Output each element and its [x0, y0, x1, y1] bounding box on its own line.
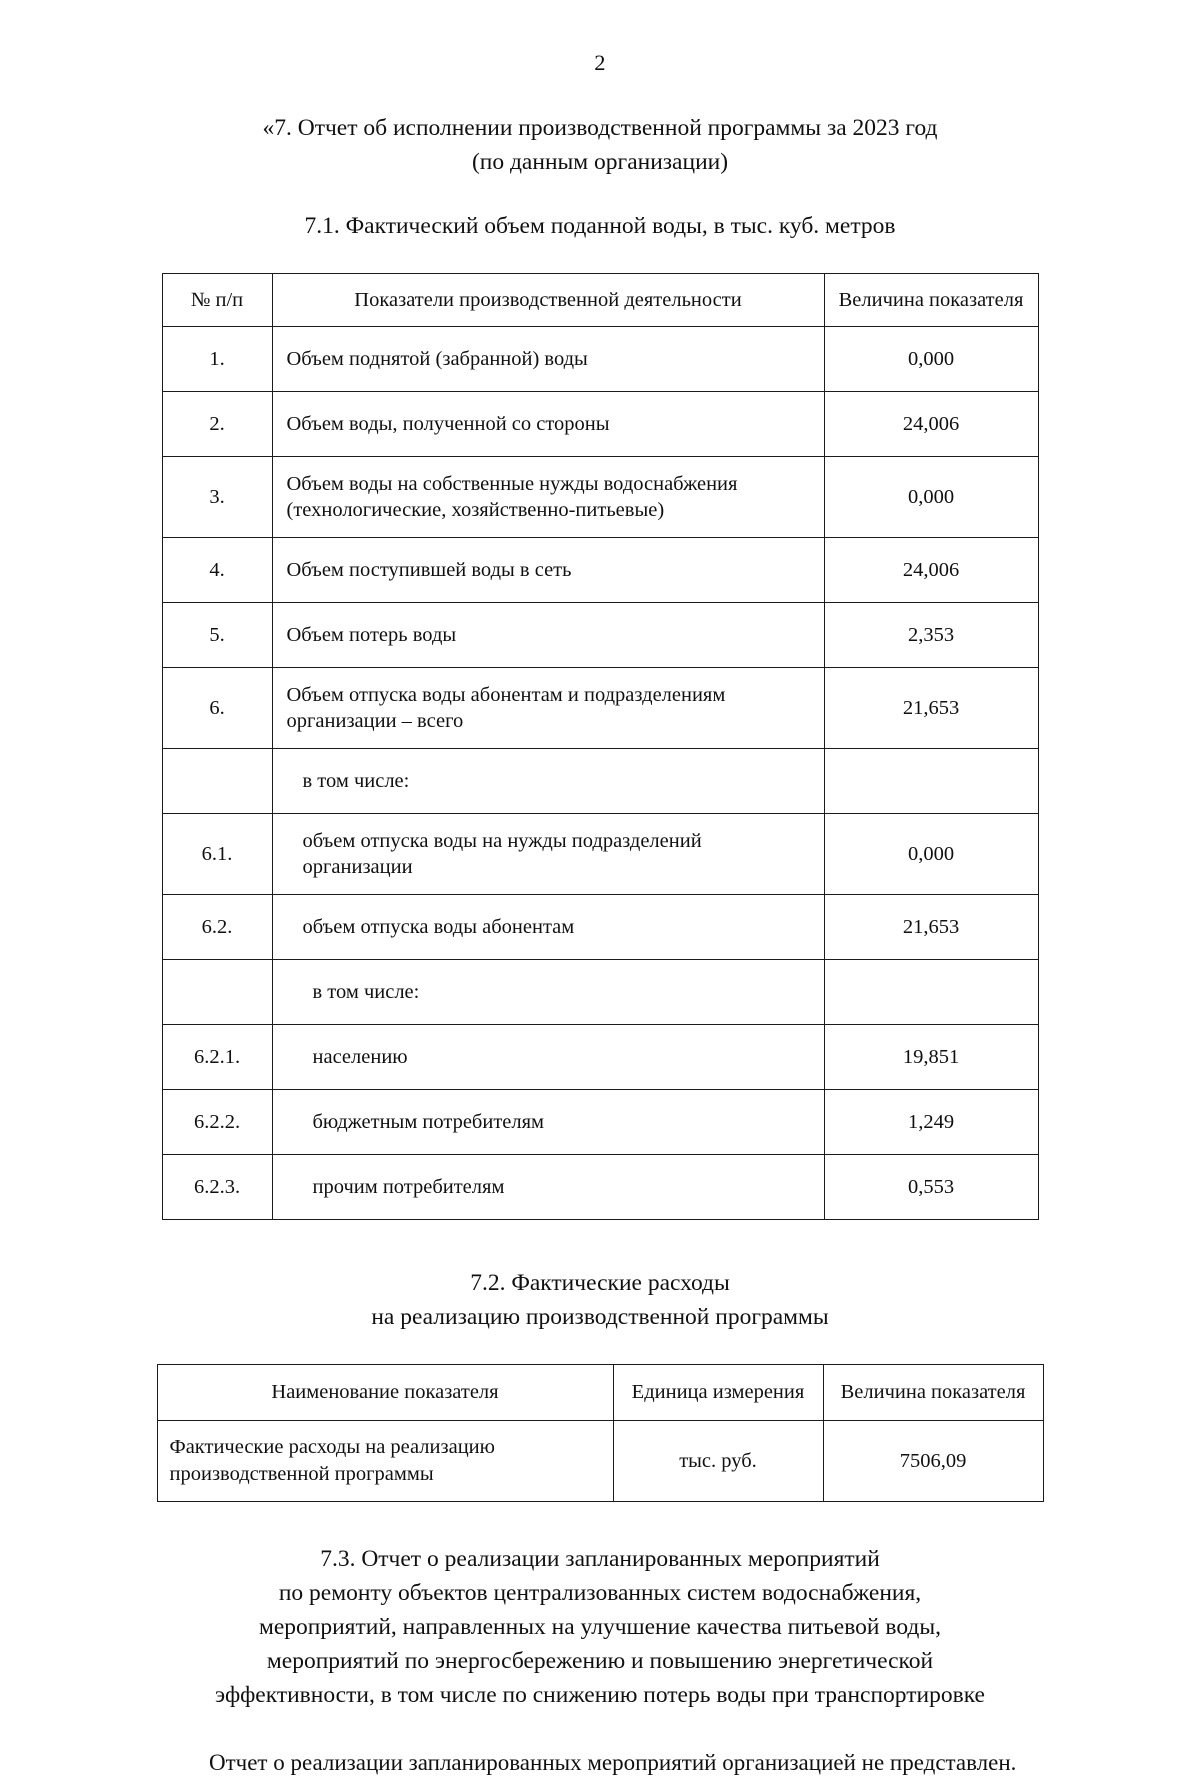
heading-line-2: (по данным организации) — [471, 148, 729, 175]
row-number-cell: 2. — [162, 392, 272, 457]
heading-line-1: «7. Отчет об исполнении производственной программы за 2023 год — [262, 114, 938, 141]
section-7-3-paragraph: Отчет о реализации запланированных мероприятий организацией не представлен. — [209, 1750, 1017, 1776]
row-indicator-cell — [272, 457, 824, 538]
section-7-2-title-line-2: на реализацию производственной программы — [371, 1304, 829, 1331]
document-heading — [180, 111, 1020, 179]
expense-name-line-1: Фактические расходы на реализацию — [169, 1436, 495, 1459]
section-7-3-title-line-2: по ремонту объектов централизованных систем водоснабжения, — [278, 1580, 922, 1607]
row-indicator-cell: в том числе: — [272, 749, 824, 814]
table-row — [162, 327, 1038, 392]
section-7-3-title-line-5: эффективности, в том числе по снижению потерь воды при транспортировке — [215, 1682, 985, 1709]
row-number-cell: 3. — [162, 457, 272, 538]
expense-unit-cell: тыс. руб. — [613, 1421, 823, 1502]
row-number-cell: 6.2.3. — [162, 1155, 272, 1220]
row-value-cell — [824, 960, 1038, 1025]
table-row — [162, 749, 1038, 814]
row-number-cell: 6.1. — [162, 814, 272, 895]
row-number-cell: 6. — [162, 668, 272, 749]
indicator-line-1: Объем отпуска воды абонентам и подразделениям — [286, 683, 726, 706]
row-indicator-cell — [272, 668, 824, 749]
row-indicator-cell: Объем воды, полученной со стороны — [272, 392, 824, 457]
section-7-2-title-line-1: 7.2. Фактические расходы — [470, 1270, 730, 1297]
header-cell-num: № п/п — [162, 273, 272, 327]
row-number-cell: 6.2.1. — [162, 1025, 272, 1090]
header-cell-value: Величина показателя — [824, 273, 1038, 327]
header-cell-unit: Единица измерения — [613, 1365, 823, 1421]
row-value-cell: 24,006 — [824, 538, 1038, 603]
actual-expenses-table — [157, 1364, 1044, 1502]
row-indicator-cell: Объем поступившей воды в сеть — [272, 538, 824, 603]
row-value-cell — [824, 749, 1038, 814]
header-cell-name: Наименование показателя — [157, 1365, 613, 1421]
table-row — [162, 392, 1038, 457]
section-7-3-title-line-4: мероприятий по энергосбережению и повышению энергетической — [266, 1648, 934, 1675]
row-value-cell: 21,653 — [824, 895, 1038, 960]
table-row — [162, 457, 1038, 538]
table-row — [162, 603, 1038, 668]
section-7-2-title — [160, 1266, 1040, 1334]
expense-value-cell: 7506,09 — [823, 1421, 1043, 1502]
row-value-cell: 0,000 — [824, 457, 1038, 538]
row-number-cell: 6.2. — [162, 895, 272, 960]
row-value-cell: 1,249 — [824, 1090, 1038, 1155]
table-header-row — [162, 273, 1038, 327]
row-value-cell: 0,553 — [824, 1155, 1038, 1220]
row-number-cell: 5. — [162, 603, 272, 668]
row-number-cell: 4. — [162, 538, 272, 603]
indicator-line-1: Объем воды на собственные нужды водоснабжения — [286, 472, 738, 495]
row-value-cell: 0,000 — [824, 814, 1038, 895]
row-value-cell: 19,851 — [824, 1025, 1038, 1090]
row-indicator-cell: объем отпуска воды абонентам — [272, 895, 824, 960]
table-row — [162, 1090, 1038, 1155]
indicator-line-2: (технологические, хозяйственно-питьевые) — [286, 499, 665, 522]
row-indicator-cell: прочим потребителям — [272, 1155, 824, 1220]
row-indicator-cell: Объем поднятой (забранной) воды — [272, 327, 824, 392]
section-7-3-title — [160, 1542, 1040, 1712]
indicator-line-2: организации – всего — [286, 710, 464, 733]
indicator-line-1: объем отпуска воды на нужды подразделений — [302, 829, 702, 852]
header-cell-value: Величина показателя — [823, 1365, 1043, 1421]
table-row — [162, 538, 1038, 603]
row-number-cell: 1. — [162, 327, 272, 392]
table-row — [162, 960, 1038, 1025]
row-number-cell — [162, 960, 272, 1025]
table-row — [162, 668, 1038, 749]
table-row — [157, 1421, 1043, 1502]
table-row — [162, 814, 1038, 895]
row-indicator-cell — [272, 814, 824, 895]
page-number: 2 — [594, 50, 606, 75]
table-row — [162, 1155, 1038, 1220]
row-indicator-cell: бюджетным потребителям — [272, 1090, 824, 1155]
table-row — [162, 895, 1038, 960]
table-row — [162, 1025, 1038, 1090]
water-volume-table — [162, 273, 1039, 1221]
row-value-cell: 21,653 — [824, 668, 1038, 749]
row-indicator-cell: в том числе: — [272, 960, 824, 1025]
section-7-3-title-line-3: мероприятий, направленных на улучшение качества питьевой воды, — [258, 1614, 942, 1641]
table-header-row — [157, 1365, 1043, 1421]
row-number-cell: 6.2.2. — [162, 1090, 272, 1155]
row-indicator-cell: Объем потерь воды — [272, 603, 824, 668]
row-indicator-cell: населению — [272, 1025, 824, 1090]
row-value-cell: 24,006 — [824, 392, 1038, 457]
section-7-3-title-line-1: 7.3. Отчет о реализации запланированных мероприятий — [320, 1546, 880, 1573]
expense-name-line-2: производственной программы — [169, 1463, 434, 1486]
row-number-cell — [162, 749, 272, 814]
row-value-cell: 2,353 — [824, 603, 1038, 668]
section-7-1-title: 7.1. Фактический объем поданной воды, в тыс. куб. метров — [304, 212, 896, 239]
expense-name-cell — [157, 1421, 613, 1502]
indicator-line-2: организации — [302, 856, 413, 879]
row-value-cell: 0,000 — [824, 327, 1038, 392]
header-cell-name: Показатели производственной деятельности — [272, 273, 824, 327]
